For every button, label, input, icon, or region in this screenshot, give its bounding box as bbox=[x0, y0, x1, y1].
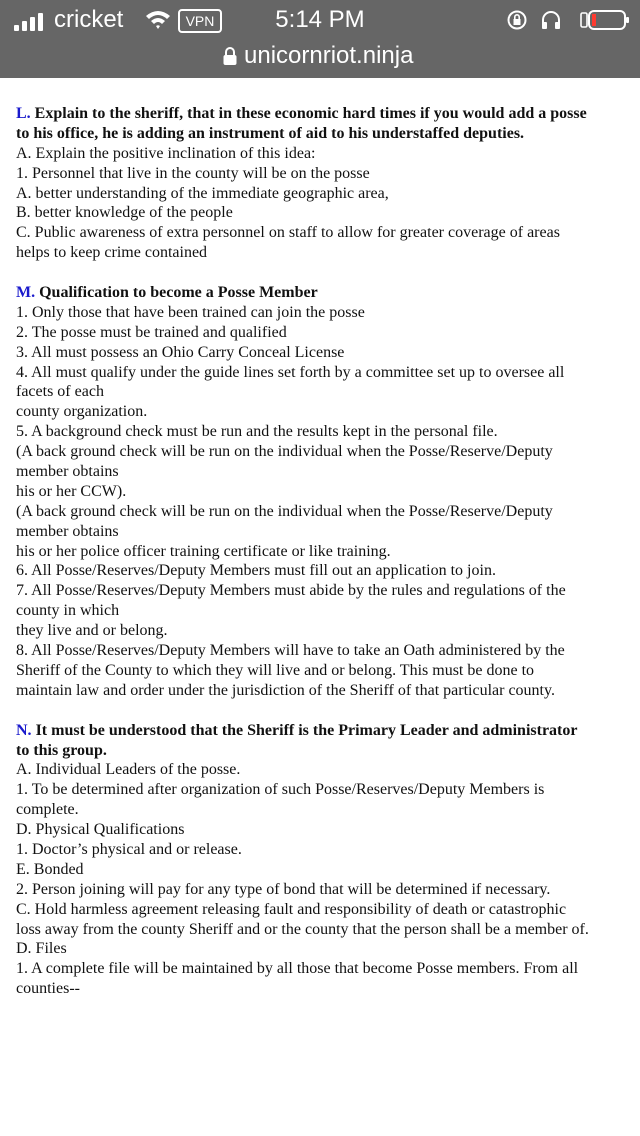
text-line: 1. Personnel that live in the county will be on the posse bbox=[16, 164, 370, 182]
browser-chrome bbox=[0, 0, 640, 78]
paragraph-gap bbox=[16, 263, 636, 283]
url-text[interactable]: unicornriot.ninja bbox=[244, 42, 414, 69]
text-line: 4. All must qualify under the guide lines set forth by a committee set up to oversee all bbox=[16, 363, 565, 381]
text-line: (A back ground check will be run on the individual when the Posse/Reserve/Deputy bbox=[16, 502, 553, 520]
heading-text: Explain to the sheriff, that in these economic hard times if you would add a posse bbox=[30, 105, 587, 122]
text-line: county in which bbox=[16, 602, 120, 620]
paragraph-gap bbox=[16, 701, 636, 721]
section-n-heading-continued: to this group. bbox=[16, 741, 107, 759]
status-bar bbox=[0, 0, 640, 40]
text-line: helps to keep crime contained bbox=[16, 244, 208, 262]
text-line: maintain law and order under the jurisdiction of the Sheriff of that particular county. bbox=[16, 681, 555, 699]
wifi-icon bbox=[145, 9, 171, 31]
text-line: C. Hold harmless agreement releasing fault and responsibility of death or catastrophic bbox=[16, 900, 567, 918]
heading-text: It must be understood that the Sheriff is the Primary Leader and administrator bbox=[31, 721, 578, 739]
text-line: A. Explain the positive inclination of this idea: bbox=[16, 144, 316, 162]
section-l-heading bbox=[16, 104, 636, 124]
text-line: facets of each bbox=[16, 383, 104, 401]
text-line: county organization. bbox=[16, 403, 148, 421]
text-line: 6. All Posse/Reserves/Deputy Members must fill out an application to join. bbox=[16, 562, 496, 580]
section-m-heading bbox=[16, 283, 636, 303]
clock: 5:14 PM bbox=[275, 6, 365, 33]
text-line: D. Physical Qualifications bbox=[16, 821, 185, 839]
text-line: 3. All must possess an Ohio Carry Conceal License bbox=[16, 343, 345, 361]
text-line: B. better knowledge of the people bbox=[16, 204, 233, 222]
text-line: member obtains bbox=[16, 522, 119, 540]
text-line: 2. The posse must be trained and qualified bbox=[16, 323, 287, 341]
text-line: his or her police officer training certificate or like training. bbox=[16, 542, 391, 560]
text-line: 5. A background check must be run and the results kept in the personal file. bbox=[16, 423, 498, 441]
section-letter: M. bbox=[16, 284, 36, 302]
text-line: E. Bonded bbox=[16, 860, 84, 878]
vpn-badge: VPN bbox=[178, 9, 222, 33]
text-line: A. better understanding of the immediate geographic area, bbox=[16, 184, 389, 202]
document-content bbox=[16, 104, 636, 999]
signal-strength-icon bbox=[14, 11, 50, 31]
text-line: A. Individual Leaders of the posse. bbox=[16, 761, 241, 779]
text-line: complete. bbox=[16, 801, 79, 819]
text-line: 1. Doctor’s physical and or release. bbox=[16, 840, 242, 858]
section-letter: N. bbox=[16, 721, 32, 739]
section-l-heading-continued: to his office, he is adding an instrument of aid to his understaffed deputies. bbox=[16, 124, 525, 142]
section-letter: L. bbox=[16, 105, 31, 122]
text-line: 8. All Posse/Reserves/Deputy Members will have to take an Oath administered by the bbox=[16, 642, 565, 660]
text-line: 1. A complete file will be maintained by all those that become Posse members. From all bbox=[16, 960, 579, 978]
text-line: counties-- bbox=[16, 980, 80, 998]
text-line: loss away from the county Sheriff and or the county that the person shall be a member of. bbox=[16, 920, 589, 938]
text-line: 2. Person joining will pay for any type of bond that will be determined if necessary. bbox=[16, 880, 551, 898]
text-line: (A back ground check will be run on the individual when the Posse/Reserve/Deputy bbox=[16, 443, 553, 461]
text-line: C. Public awareness of extra personnel on staff to allow for greater coverage of areas bbox=[16, 224, 560, 242]
heading-text: Qualification to become a Posse Member bbox=[35, 284, 318, 302]
text-line: D. Files bbox=[16, 940, 67, 958]
text-line: they live and or belong. bbox=[16, 622, 168, 640]
text-line: Sheriff of the County to which they will live and or belong. This must be done to bbox=[16, 661, 535, 679]
text-line: member obtains bbox=[16, 463, 119, 481]
text-line: his or her CCW). bbox=[16, 482, 127, 500]
lock-icon bbox=[222, 46, 238, 66]
text-line: 1. To be determined after organization of such Posse/Reserves/Deputy Members is bbox=[16, 781, 545, 799]
carrier-name: cricket bbox=[54, 6, 124, 33]
address-bar[interactable] bbox=[0, 38, 640, 74]
section-n-heading bbox=[16, 721, 636, 741]
text-line: 7. All Posse/Reserves/Deputy Members must abide by the rules and regulations of the bbox=[16, 582, 566, 600]
rotation-lock-icon bbox=[506, 9, 528, 31]
headphones-icon bbox=[540, 9, 562, 31]
battery-icon bbox=[579, 9, 631, 31]
text-line: 1. Only those that have been trained can join the posse bbox=[16, 303, 365, 321]
